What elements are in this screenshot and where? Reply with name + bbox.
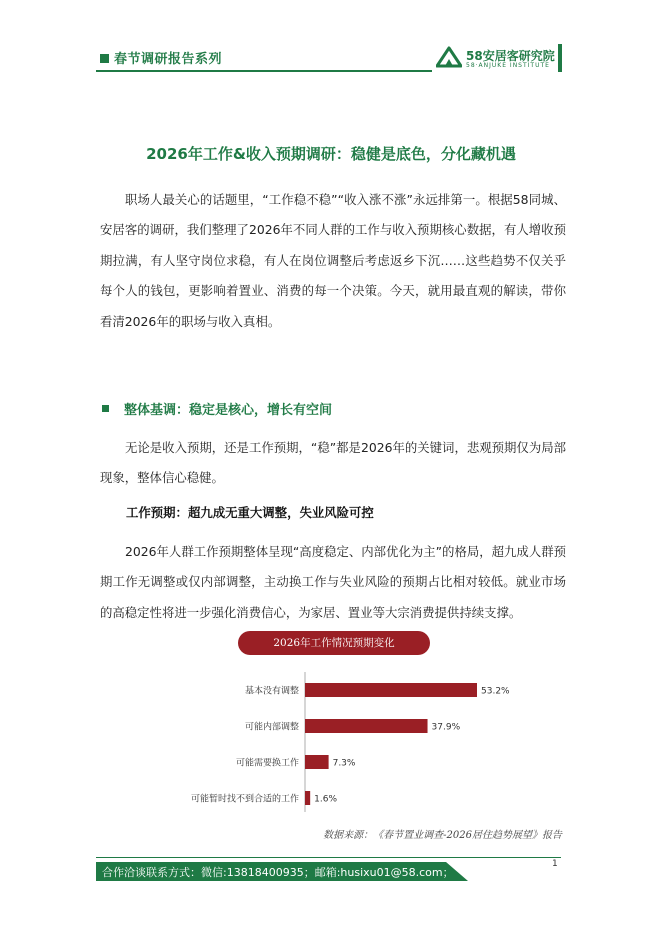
logo-en-text: 58·ANJUKE INSTITUTE <box>466 62 550 69</box>
chart-title: 2026年工作情况预期变化 <box>238 631 430 655</box>
bar <box>305 791 310 805</box>
intro-paragraph: 职场人最关心的话题里，“工作稳不稳”“收入涨不涨”永远排第一。根据58同城、安居客的调研，我们整理了2026年不同人群的工作与收入预期核心数据，有人增收预期拉满，有人坚守岗位求稳，有人在岗位调整后考虑返乡下沉……这些趋势不仅关乎每个人的钱包，更影响着置业、消费的每一个决策。今天，就用最直观的解读，带你看清2026年的职场与收入真相。 <box>100 192 566 329</box>
category-label: 基本没有调整 <box>244 686 299 697</box>
footer-contact: 合作洽谈联系方式：微信:13818400935；邮箱:husixu01@58.com； <box>102 866 454 879</box>
series-title: 春节调研报告系列 <box>114 52 223 67</box>
sub-heading: 工作预期：超九成无重大调整，失业风险可控 <box>126 505 374 520</box>
bar-value-label: 1.6% <box>314 794 338 805</box>
section-marker <box>102 405 109 412</box>
bar-value-label: 7.3% <box>332 758 356 769</box>
section-heading: 整体基调：稳定是核心，增长有空间 <box>124 403 333 418</box>
series-marker <box>100 54 109 63</box>
category-label: 可能暂时找不到合适的工作 <box>190 794 299 805</box>
logo-house-icon <box>436 46 462 70</box>
logo-cn-text: 58安居客研究院 <box>466 49 555 63</box>
section-paragraph: 无论是收入预期，还是工作预期，“稳”都是2026年的关键词，悲观预期仅为局部现象，整体信心稳健。 <box>100 440 566 486</box>
bar <box>305 755 329 769</box>
header-rule <box>96 70 432 72</box>
category-label: 可能需要换工作 <box>235 758 299 769</box>
bar <box>305 719 428 733</box>
bar-chart <box>100 668 562 818</box>
chart-source: 数据来源：《春节置业调查-2026居住趋势展望》报告 <box>323 830 562 841</box>
work-expectation-paragraph: 2026年人群工作预期整体呈现“高度稳定、内部优化为主”的格局，超九成人群预期工作无调整或仅内部调整，主动换工作与失业风险的预期占比相对较低。就业市场的高稳定性将进一步强化消费信心，为家居、置业等大宗消费提供持续支撑。 <box>100 544 566 620</box>
brand-logo <box>436 46 555 72</box>
bar <box>305 683 477 697</box>
page-number: 1 <box>552 859 558 869</box>
category-label: 可能内部调整 <box>244 722 299 733</box>
bar-value-label: 37.9% <box>431 722 461 733</box>
footer-rule <box>96 857 561 858</box>
header-accent-bar <box>558 44 562 72</box>
page-title: 2026年工作&收入预期调研：稳健是底色，分化藏机遇 <box>146 145 516 163</box>
bar-value-label: 53.2% <box>481 686 510 697</box>
